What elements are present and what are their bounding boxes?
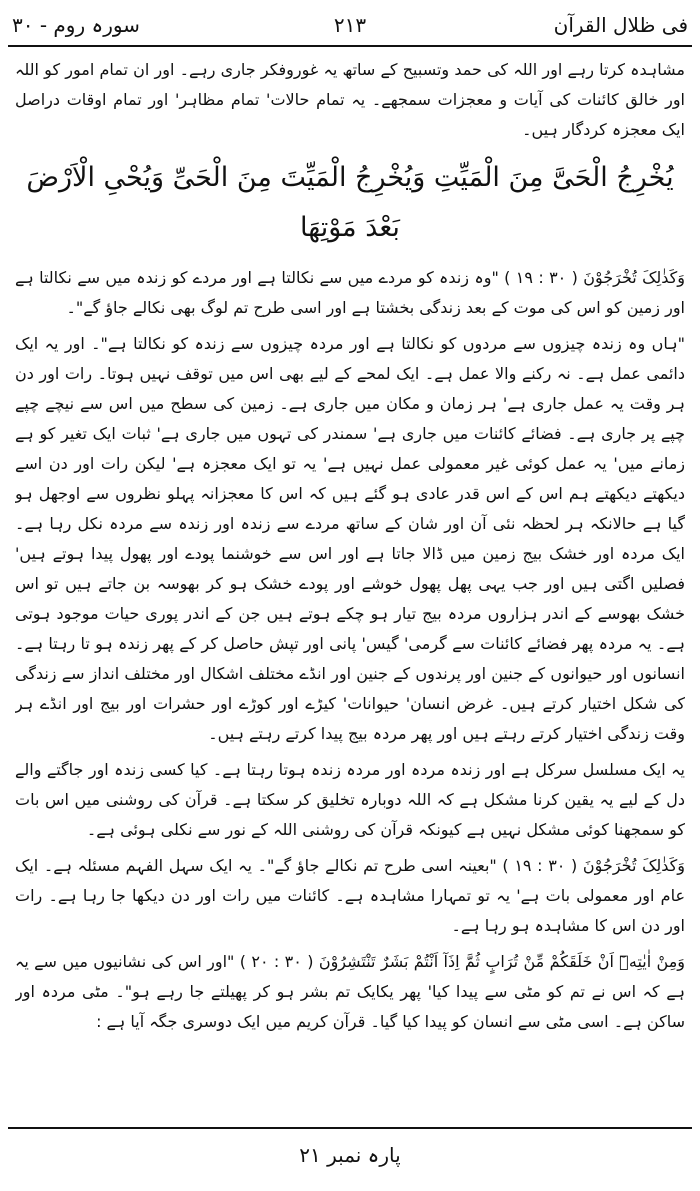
header-divider [8,45,692,47]
paragraph-4: یہ ایک مسلسل سرکل ہے اور زندہ مردہ اور مردہ زندہ ہوتا رہتا ہے۔ کیا کسی زندہ اور جاگتے والے دل کے لیے یہ یقین کرنا مشکل ہے کہ اللہ دوبارہ تخلیق کر سکتا ہے۔ قرآن کی روشنی میں اس بات کو سمجھنا کوئی مشکل نہیں ہے کیونکہ قرآن کی روشنی اللہ کے نور سے نکلی ہوئی ہے۔ [15,760,685,839]
para-number-label: پارہ نمبر ۲۱ [299,1143,401,1167]
book-title: فی ظلال القرآن [553,13,688,37]
page-header [12,8,688,42]
paragraph-1: مشاہدہ کرتا رہے اور اللہ کی حمد وتسبیح کے ساتھ یہ غوروفکر جاری رہے۔ اور ان تمام امور کو اللہ اور خالق کائنات کی آیات و معجزات سمجھے۔ یہ تمام حالات' تمام مظاہر' اور تمام اوقات دراصل ایک معجزہ کردگار ہیں۔ [15,60,685,139]
paragraph-3: "ہاں وہ زندہ چیزوں سے مردوں کو نکالتا ہے اور مردہ چیزوں سے زندہ کو نکالتا ہے"۔ اور یہ ایک دائمی عمل ہے۔ نہ رکنے والا عمل ہے۔ ایک لمحے کے لیے بھی اس میں توقف نہیں ہوتا۔ رات اور دن ہر وقت یہ عمل جاری ہے' ہر زمان و مکان میں جاری ہے۔ زمین کی سطح میں اس سے نیچے چپے چپے پر جاری ہے۔ فضائے کائنات میں جاری ہے' سمندر کی تہوں میں جاری ہے' ثبات ایک تغیر کو ہے زمانے میں' یہ عمل کوئی غیر معمولی عمل نہیں ہے' یہ تو ایک معجزہ ہے' لیکن رات اور دن اسے دیکھتے دیکھتے ہم اس کے اس قدر عادی ہو گئے ہیں کہ اس کا معجزانہ پہلو نظروں سے اوجھل ہو گیا ہے حالانکہ ہر لحظہ نئی آن اور شان کے ساتھ مردے سے زندہ اور زندہ سے مردہ نکل رہا ہے۔ ایک مردہ اور خشک بیج زمین میں ڈالا جاتا ہے اور اس سے خوشنما پودے اور پھول پیدا ہوتے ہیں' فصلیں اگتی ہیں اور جب یہی پھل پھول خوشے اور پودے خشک ہو کر بھوسہ بن جاتے ہیں تو اس خشک بھوسے کے اندر ہزاروں مردہ بیج تیار ہو چکے ہوتے ہیں جن کے اندر پوری حیات موجود ہوتی ہے۔ یہ مردہ پھر فضائے کائنات سے گرمی' گیس' پانی اور تپش حاصل کر کے پھر زندہ ہو تا رہتا ہے۔ انسانوں اور حیوانوں کے جنین اور پرندوں کے جنین اور انڈے مختلف اشکال اور مختلف انداز سے زندگی کی شکل اختیار کرتے ہیں۔ غرض انسان' حیوانات' کیڑے اور کوڑے اور حشرات اور بیج اور انڈے ہر وقت زندگی اختیار کرتے رہتے ہیں اور پھر مردہ بیج پیدا کرتے رہتے ہیں۔ [15,334,685,743]
paragraph-5: وَکَذٰلِکَ تُخْرَجُوْنَ ( ۳۰ : ۱۹ ) "بعینہ اسی طرح تم نکالے جاؤ گے"۔ یہ ایک سہل الفہم مسئلہ ہے۔ ایک عام اور معمولی بات ہے' یہ تو تمہارا مشاہدہ ہے۔ کائنات میں رات اور دن دیکھا جا رہا ہے۔ رات اور دن اس کا مشاہدہ ہو رہا ہے۔ [15,856,685,935]
quran-verse-1: یُخْرِجُ الْحَیَّ مِنَ الْمَیِّتِ وَیُخْرِجُ الْمَیِّتَ مِنَ الْحَیِّ وَیُحْیِ الْاَرْضَ بَعْدَ مَوْتِهَا [26,162,674,243]
surah-label: سورہ روم - ۳۰ [12,13,140,37]
paragraph-2: وَکَذٰلِکَ تُخْرَجُوْنَ ( ۳۰ : ۱۹ ) "وہ زندہ کو مردے میں سے نکالتا ہے اور مردے کو زندہ میں سے نکالتا ہے اور زمین کو اس کی موت کے بعد زندگی بخشتا ہے اور اسی طرح تم لوگ بھی نکالے جاؤ گے"۔ [15,268,685,317]
page-footer [0,1140,700,1170]
footer-divider [8,1127,692,1129]
page-number: ۲۱۳ [333,13,367,37]
page-body [15,55,685,1115]
paragraph-6: وَمِنْ اٰیٰتِهٖٓ اَنْ خَلَقَکُمْ مِّنْ تُرَابٍ ثُمَّ اِذَآ اَنْتُمْ بَشَرٌ تَنْتَشِرُوْنَ ( ۳۰ : ۲۰ ) "اور اس کی نشانیوں میں سے یہ ہے کہ اس نے تم کو مٹی سے پیدا کیا' پھر یکایک تم بشر ہو کر پھیلتے جا رہے ہو"۔ مٹی مردہ اور ساکن ہے۔ اسی مٹی سے انسان کو پیدا کیا گیا۔ قرآن کریم میں ایک دوسری جگہ آیا ہے : [15,952,685,1031]
